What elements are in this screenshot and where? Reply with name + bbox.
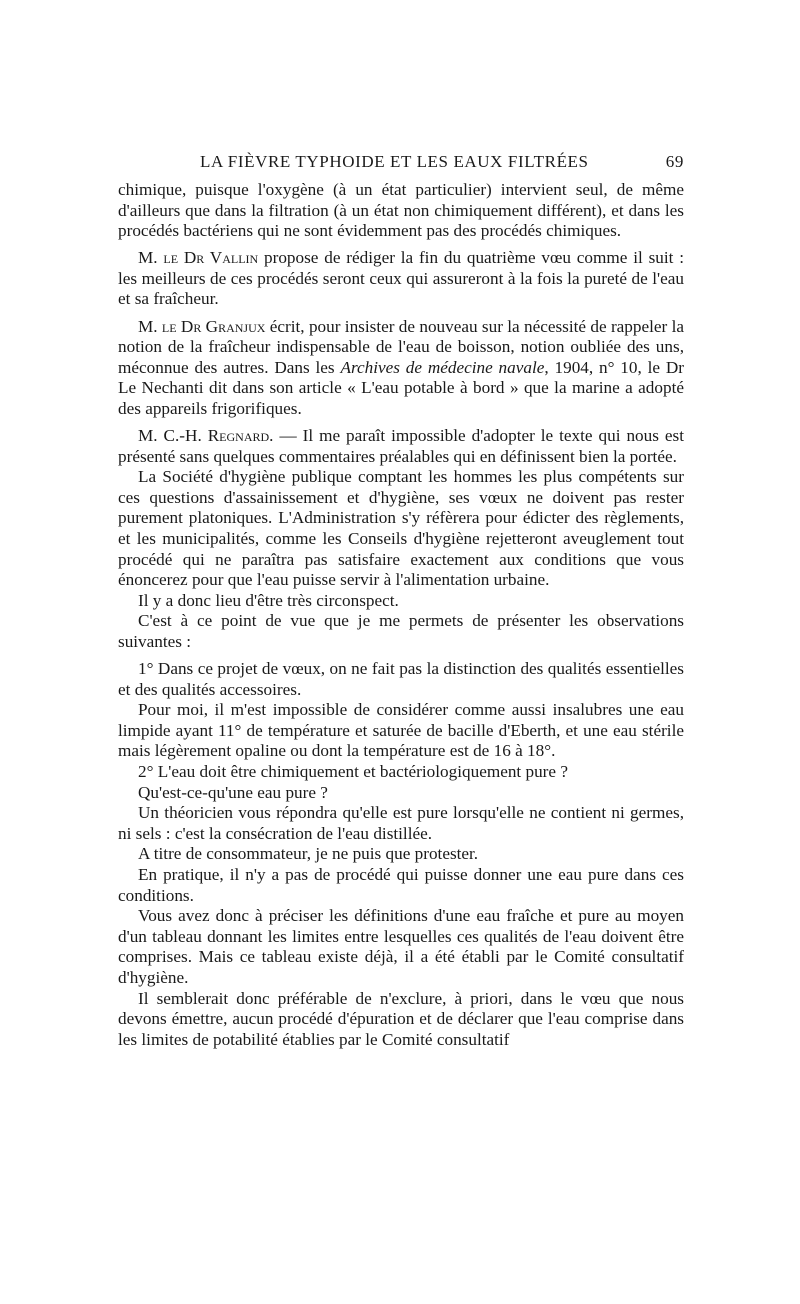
paragraph: 2° L'eau doit être chimiquement et bactériologiquement pure ?	[138, 762, 568, 782]
paragraph: En pratique, il n'y a pas de procédé qui puisse donner une eau pure dans ces conditions.	[118, 865, 684, 905]
paragraph: M. le Dr Vallin propose de rédiger la fin du quatrième vœu comme il suit : les meilleurs de ces procédés seront ceux qui assureront à la fois la pureté de l'eau et sa fraîcheur.	[118, 248, 684, 309]
paragraph: C'est à ce point de vue que je me permets de présenter les observations suivantes :	[118, 611, 684, 651]
paragraph: Pour moi, il m'est impossible de considérer comme aussi insalubres une eau limpide ayant 11° de température et saturée de bacille d'Eberth, et une eau stérile mais légèrement opaline ou dont la température est de 16 à 18°.	[118, 700, 684, 761]
paragraph: Vous avez donc à préciser les définitions d'une eau fraîche et pure au moyen d'un tableau donnant les limites entre lesquelles ces qualités de l'eau doivent être comprises. Mais ce tableau existe déjà, il a été établi par le Comité consultatif d'hygiène.	[118, 906, 684, 987]
speaker-name: M. le Dr Vallin	[138, 248, 259, 268]
body-text	[118, 180, 684, 1050]
paragraph: Un théoricien vous répondra qu'elle est pure lorsqu'elle ne contient ni germes, ni sels : c'est la consécration de l'eau distillée.	[118, 803, 684, 843]
paragraph: Il y a donc lieu d'être très circonspect.	[138, 590, 399, 610]
paragraph: Qu'est-ce-qu'une eau pure ?	[138, 782, 328, 802]
running-title: LA FIÈVRE TYPHOIDE ET LES EAUX FILTRÉES	[200, 152, 589, 171]
paragraph: 1° Dans ce projet de vœux, on ne fait pas la distinction des qualités essentielles et des qualités accessoires.	[118, 659, 684, 699]
page-number: 69	[665, 152, 684, 171]
paragraph: A titre de consommateur, je ne puis que protester.	[138, 844, 479, 864]
journal-title: Archives de médecine navale	[340, 357, 545, 377]
paragraph: Il semblerait donc préférable de n'exclure, à priori, dans le vœu que nous devons émettre, aucun procédé d'épuration et de déclarer que l'eau comprise dans les limites de potabilité établies par le Comité consultatif	[118, 988, 684, 1049]
paragraph: M. le Dr Granjux écrit, pour insister de nouveau sur la nécessité de rappeler la notion de la fraîcheur indispensable de l'eau de boisson, notion oubliée des uns, méconnue des autres. Dans les Archives de médecine navale, 1904, n° 10, le Dr Le Nechanti dit dans son article « L'eau potable à bord » que la marine a adopté des appareils frigorifiques.	[118, 316, 684, 418]
speaker-name: M. C.-H. Regnard.	[138, 426, 274, 446]
running-header	[118, 152, 684, 176]
paragraph: M. C.-H. Regnard. — Il me paraît impossible d'adopter le texte qui nous est présenté sans quelques commentaires préalables qui en définissent bien la portée.	[118, 426, 684, 466]
paragraph: chimique, puisque l'oxygène (à un état particulier) intervient seul, de même d'ailleurs que dans la filtration (à un état non chimiquement différent), et dans les procédés bactériens qui ne sont évidemment pas des procédés chimiques.	[118, 180, 684, 241]
paragraph: La Société d'hygiène publique comptant les hommes les plus compétents sur ces questions d'assainissement et d'hygiène, ses vœux ne doivent pas rester purement platoniques. L'Administration s'y réfèrera pour édicter des règlements, et les municipalités, comme les Conseils d'hygiène rejetteront aveuglement tout procédé qui ne paraîtra pas satisfaire exactement aux conditions que vous énoncerez pour que l'eau puisse servir à l'alimentation urbaine.	[118, 467, 684, 590]
speaker-name: M. le Dr Granjux	[138, 316, 266, 336]
